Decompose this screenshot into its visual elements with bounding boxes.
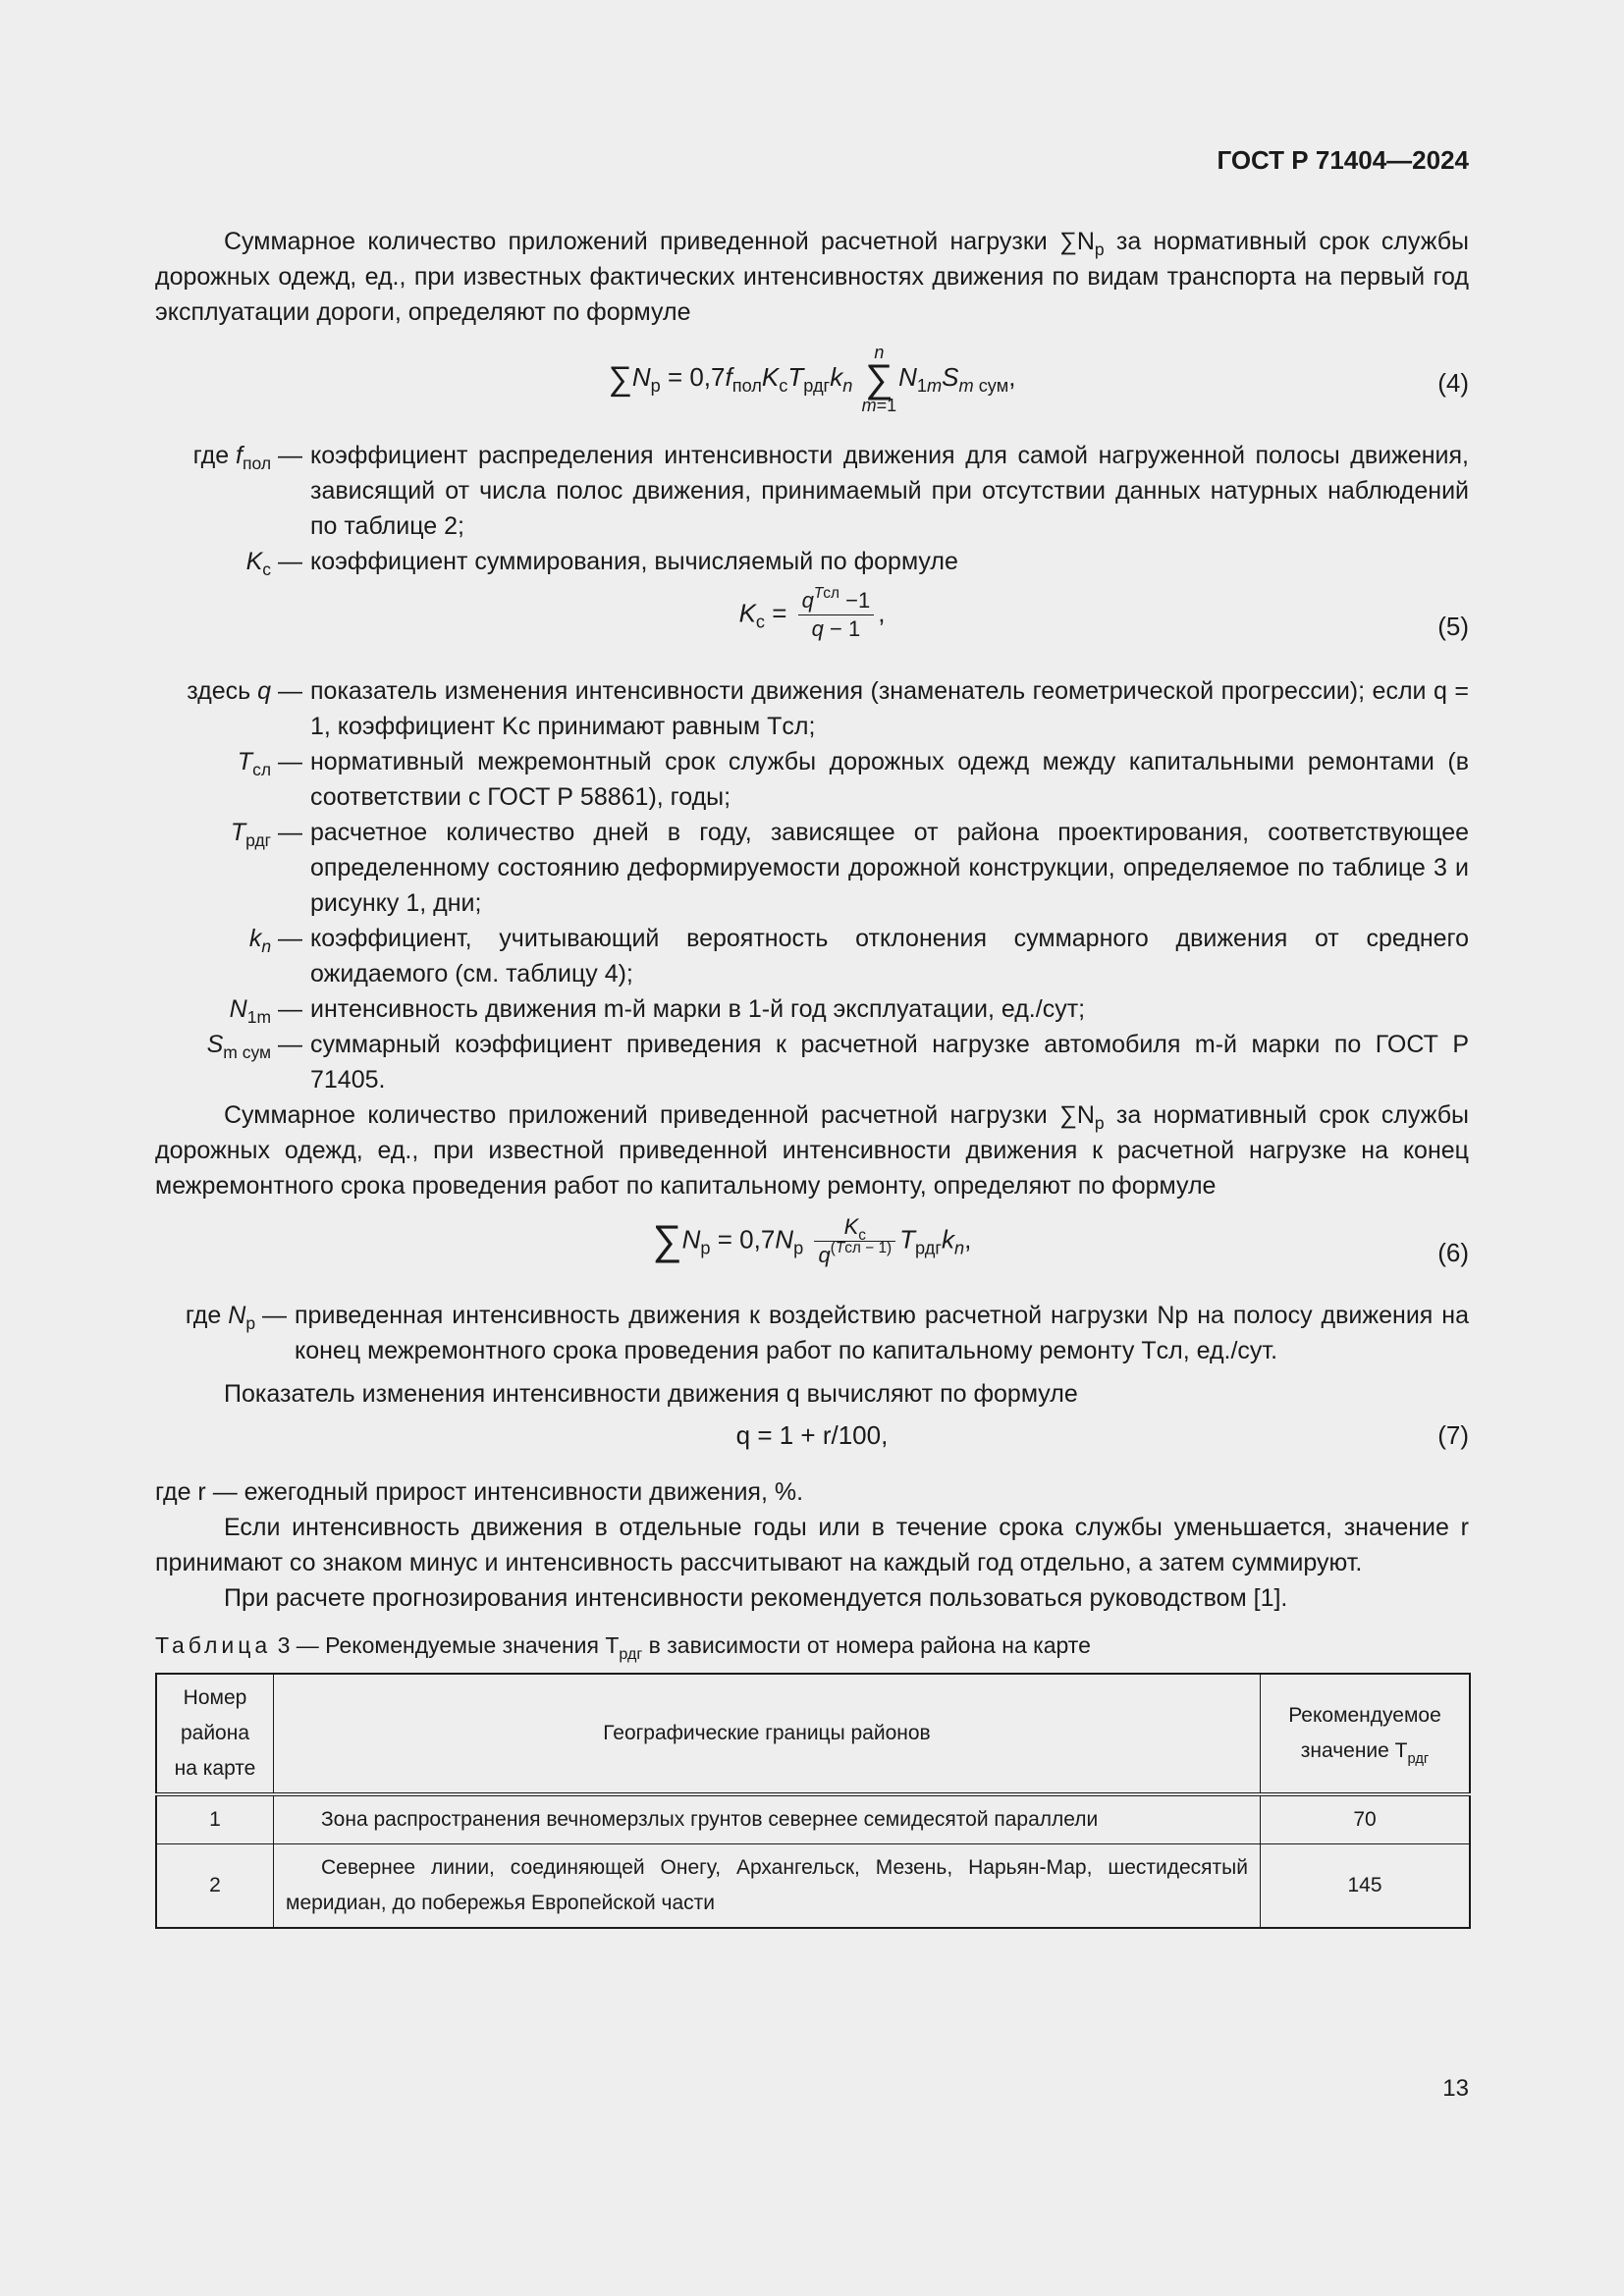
formula-7-number: (7) (1437, 1420, 1469, 1450)
document-id: ГОСТ Р 71404—2024 (1217, 145, 1469, 175)
formula-7 (155, 1417, 1469, 1474)
definition-item: $k_n$ — коэффициент, учитывающий вероятность отклонения суммарного движения от среднего ожидаемого (см. таблицу 4); (248, 925, 1469, 988)
definition-item: $N_{1m}$ — интенсивность движения m-й марки в 1-й год эксплуатации, ед./сут; (229, 995, 1086, 1027)
paragraph-6: При расчете прогнозирования интенсивности рекомендуется пользоваться руководством [1]. (224, 1584, 1288, 1612)
table-cell: Зона распространения вечномерзлых грунтов севернее семидесятой параллели (274, 1794, 1261, 1844)
table-cell: 70 (1261, 1794, 1471, 1844)
formula-5-expression: $K_с$ = $\frac{q^{Tсл} -1}{q - 1}$ , (738, 585, 886, 641)
paragraph-1: Суммарное количество приложений приведенной расчетной нагрузки $\sum N_р$ за нормативный срок службы дорожных одежд, ед., при известных фактических интенсивностях движения по видам транспорта на первый год эксплуатации дороги, определяют по формуле (155, 228, 1469, 326)
definition-item: где $f_{пол}$ — коэффициент распределения интенсивности движения для самой нагруженной полосы движения, зависящий от числа полос движения, принимаемый при отсутствии данных натурных наблюдений по таблице 2; (192, 442, 1469, 540)
formula-6-expression: $\sum N_р = 0,7N_р$ $\frac{K_с}{q^{(Tсл - 1)}}$ $T_{рдг}k_n$, (652, 1214, 972, 1267)
formula-4-expression: $\sum N_р = 0,7f_{пол}K_сT_{рдг}k_n$ n ∑ $m=1N_{1m}S_{m сум}$, (608, 343, 1016, 415)
table-row (156, 1844, 1470, 1929)
formula-5 (155, 587, 1469, 671)
table-header-cell: Географические границы районов (274, 1674, 1261, 1794)
definition-item: $T_{рдг}$ — расчетное количество дней в году, зависящее от района проектирования, соответствующее определенному состоянию деформируемости дорожной конструкции, определяемое по таблице 3 и рисунку 1, дни; (230, 819, 1469, 917)
paragraph-3: Показатель изменения интенсивности движения q вычисляют по формуле (224, 1380, 1078, 1408)
formula-7-expression: q = 1 + r/100, (735, 1420, 889, 1450)
definitions-1 (155, 438, 1469, 579)
definition-item: $T_{сл}$ — нормативный межремонтный срок службы дорожных одежд между капитальными ремонтами (в соответствии с ГОСТ Р 58861), годы; (237, 748, 1469, 811)
table-header-cell: Рекомендуемое значение $T_{рдг}$ (1261, 1674, 1471, 1794)
table-header-row (156, 1674, 1470, 1794)
definition-item: где $N_р$ — приведенная интенсивность движения к воздействию расчетной нагрузки Nр на полосу движения на конец межремонтного срока проведения работ по капитальному ремонту Tсл, ед./сут. (185, 1302, 1469, 1364)
paragraph-5: Если интенсивность движения в отдельные годы или в течение срока службы уменьшается, значение r принимают со знаком минус и интенсивность рассчитывают на каждый год отдельно, а затем суммируют. (155, 1514, 1469, 1576)
table-caption: Таблица 3 — Рекомендуемые значения $T_{рдг}$ в зависимости от номера района на карте (155, 1632, 1091, 1663)
definition-item: $K_с$ — коэффициент суммирования, вычисляемый по формуле (245, 548, 958, 579)
definition-item: $S_{m сум}$ — суммарный коэффициент приведения к расчетной нагрузке автомобиля m-й марки по ГОСТ Р 71405. (206, 1031, 1469, 1094)
definitions-3 (155, 1298, 1469, 1368)
table-cell: 2 (156, 1844, 274, 1929)
paragraph-4: где r — ежегодный прирост интенсивности движения, %. (155, 1478, 804, 1506)
table-cell: 1 (156, 1794, 274, 1844)
formula-6-number: (6) (1437, 1238, 1469, 1267)
district-table (155, 1673, 1471, 1929)
table-row (156, 1794, 1470, 1844)
formula-4-number: (4) (1437, 368, 1469, 398)
formula-4 (155, 344, 1469, 428)
formula-6 (155, 1213, 1469, 1296)
table-cell: 145 (1261, 1844, 1471, 1929)
table-header-cell: Номер района на карте (156, 1674, 274, 1794)
formula-5-number: (5) (1437, 612, 1469, 641)
definition-item: здесь q — показатель изменения интенсивности движения (знаменатель геометрической прогрессии); если q = 1, коэффициент Kс принимают равным Tсл; (187, 677, 1469, 740)
paragraph-2: Суммарное количество приложений приведенной расчетной нагрузки $\sum N_р$ за нормативный срок службы дорожных одежд, ед., при известной приведенной интенсивности движения к расчетной нагрузке на конец межремонтного срока проведения работ по капитальному ремонту, определяют по формуле (155, 1101, 1469, 1200)
table-cell: Севернее линии, соединяющей Онегу, Архангельск, Мезень, Нарьян-Мар, шестидесятый меридиан, до побережья Европейской части (274, 1844, 1261, 1929)
main-text (155, 224, 1469, 1929)
page-number: 13 (1442, 2075, 1469, 2102)
definitions-2 (155, 673, 1469, 1097)
